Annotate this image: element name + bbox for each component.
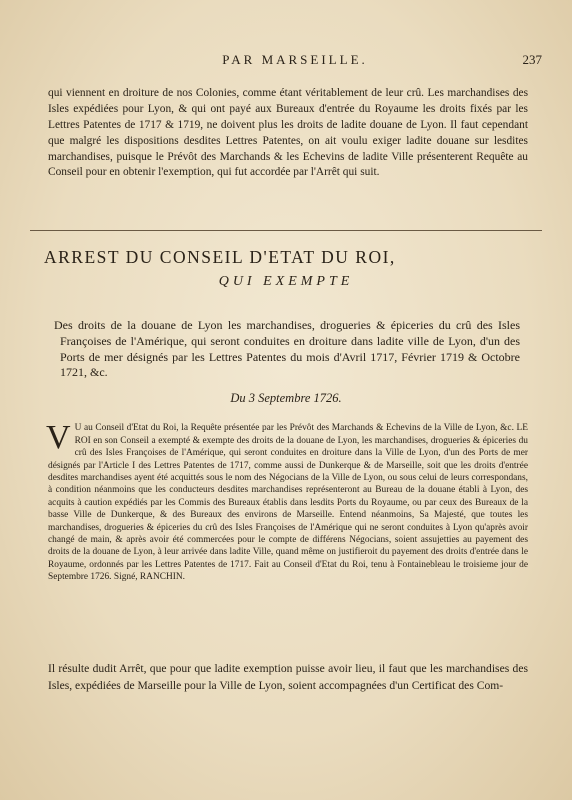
arrest-date: Du 3 Septembre 1726. [230,391,342,405]
running-title: PAR MARSEILLE. [222,52,368,67]
section-divider [30,230,542,231]
arrest-body [46,419,528,583]
arrest-summary: Des droits de la douane de Lyon les marchandises, drogueries & épiceries du crû des Isles Françoises de l'Amérique, qui seront conduites en droiture dans ladite ville de Lyon, d'un des Ports de mer désignés par les Lettres Patentes du mois d'Avril 1717, Février 1719 & Octobre 1721, &c. [54,318,520,380]
intro-paragraph: qui viennent en droiture de nos Colonies, comme étant véritablement de leur crû. Les marchandises des Isles expédiées pour Lyon, & qui ont payé aux Bureaux d'entrée du Royaume les droits fixés par les Lettres Patentes de 1717 & 1719, ne doivent plus les droits de ladite douane de Lyon. Il faut cependant que malgré les dispositions desdites Lettres Patentes, on ait voulu exiger ladite douane sur lesdites marchandises, puisque le Prévôt des Marchands & les Echevins de ladite Ville présenterent Requête au Conseil pour en obtenir l'exemption, qui fut accordée par l'Arrêt qui suit. [48,87,528,179]
arrest-body-text: U au Conseil d'Etat du Roi, la Requête présentée par les Prévôt des Marchands & Echevins de la Ville de Lyon, &c. LE ROI en son Conseil a exempté & exempte des droits de la douane de Lyon, les marchandises, drogueries & épiceries du crû des Isles Françoises de l'Amérique, qui seront conduites en droiture dans la Ville de Lyon, d'un des Ports de mer désignés par l'Article I des Lettres Patentes de 1717, comme aussi de Dunkerque & de Marseille, soit que les droits d'entrée desdites marchandises ayent été acquittés sous le nom des Négocians de la Ville de Lyon, ou sous celui de leurs correspondans, à condition néanmoins que les conducteurs desdites marchandises représenteront au Bureau de la douane établi à Lyon, des acquits à caution expédiés par les Commis des Bureaux établis dans lesdits Ports du Royaume, ou par ceux des Bureaux de la basse Ville de Dunkerque, & des Bureaux des environs de Marseille. Entend néanmoins, Sa Majesté, que toutes les marchandises, drogueries & épiceries du crû des Isles Françoises de l'Amérique qui ne seront conduites à Lyon qu'après avoir changé de main, & après avoir été commercées pour le compte de différens Négocians, soient assujetties au payement des droits de la douane de Lyon, à leur arrivée dans ladite Ville, quand même on justifieroit du payement des droits d'entrée dans le Royaume, ordonnés par les Lettres Patentes de 1717. Fait au Conseil d'Etat du Roi, tenu à Fontainebleau le troisieme jour de Septembre 1726. Signé, RANCHIN. [48,423,528,583]
closing-paragraph: Il résulte dudit Arrêt, que pour que ladite exemption puisse avoir lieu, il faut que les marchandises des Isles, expédiées de Marseille pour la Ville de Lyon, soient accompagnées d'un Certificat des Com- [48,661,528,692]
running-head [48,52,542,72]
drop-cap: V [46,419,71,457]
page-number: 237 [522,52,542,67]
arrest-title: ARREST DU CONSEIL D'ETAT DU ROI, [44,247,396,267]
arrest-subtitle: QUI EXEMPTE [218,274,354,289]
